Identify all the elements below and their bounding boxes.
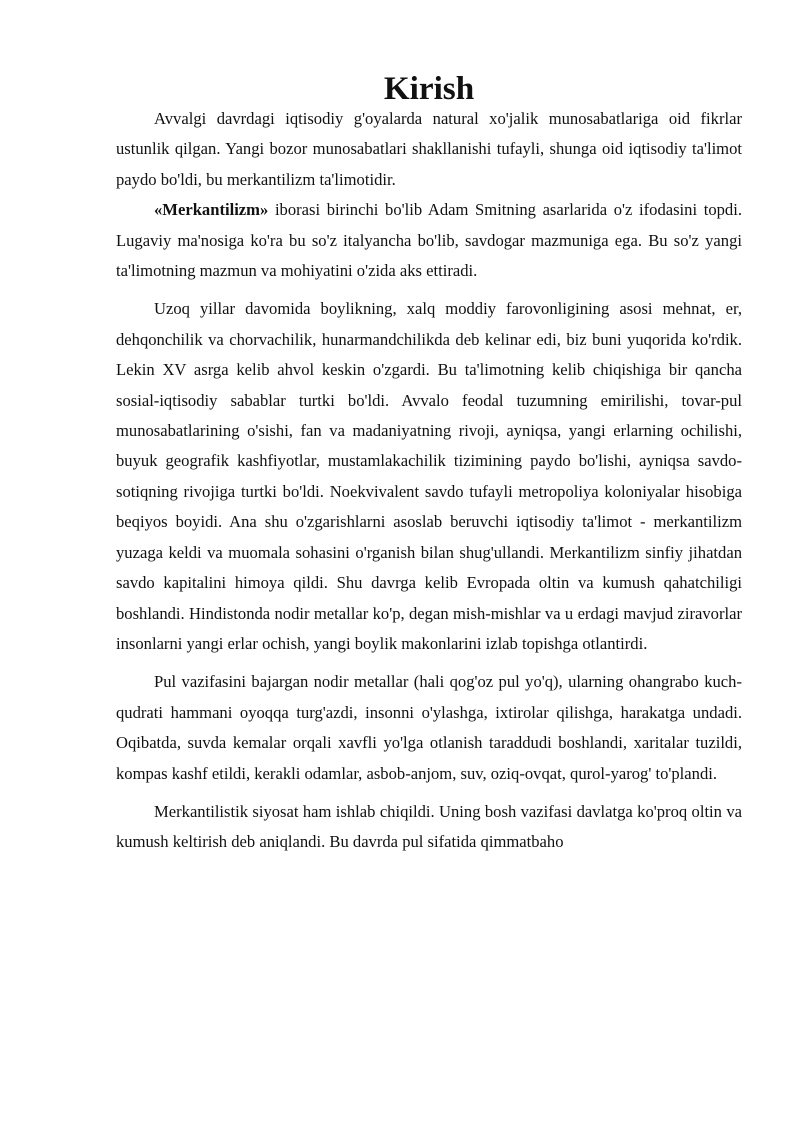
paragraph-origins: Uzoq yillar davomida boylikning, xalq moddiy farovonligining asosi mehnat, er, dehqonchilik va chorvachilik, hunarmandchilikda deb kelinar edi, biz buni yuqorida ko'rdik. Lekin XV asrga kelib ahvol keskin o'zgardi. Bu ta'limotning kelib chiqishiga bir qancha sosial-iqtisodiy sabablar turtki bo'ldi. Avvalo feodal tuzumning emirilishi, tovar-pul munosabatlarining o'sishi, fan va madaniyatning rivoji, ayniqsa, yangi erlarning ochilishi, buyuk geografik kashfiyotlar, mustamlakachilik tizimining paydo bo'lishi, ayniqsa savdo-sotiqning rivojiga turtki bo'ldi. Noekvivalent savdo tufayli metropoliya koloniyalar hisobiga beqiyos boyidi. Ana shu o'zgarishlarni asoslab beruvchi iqtisodiy ta'limot - merkantilizm yuzaga keldi va muomala sohasini o'rganish bilan shug'ullandi. Merkantilizm sinfiy jihatdan savdo kapitalini himoya qildi. Shu davrga kelib Evropada oltin va kumush qahatchiligi boshlandi. Hindistonda nodir metallar ko'p, degan mish-mishlar va u erdagi mavjud ziravorlar insonlarni yangi erlar ochish, yangi boylik makonlarini izlab topishga otlantirdi. — [116, 299, 742, 653]
page-title: Kirish — [383, 70, 475, 107]
paragraph-policy: Merkantilistik siyosat ham ishlab chiqildi. Uning bosh vazifasi davlatga ko'proq oltin va kumush keltirish deb aniqlandi. Bu davrda pul sifatida qimmatbaho — [116, 801, 742, 852]
paragraph-mercantilism-term-text: iborasi birinchi bo'lib Adam Smitning asarlarida o'z ifodasini topdi. Lugaviy ma'nosiga ko'ra bu so'z italyancha bo'lib, savdogar mazmuniga ega. Bu so'z yangi ta'limotning mazmun va mohiyatini o'zida aks ettiradi. — [116, 200, 742, 281]
mercantilism-term: «Merkantilizm» — [154, 200, 269, 220]
document-page — [116, 70, 742, 858]
paragraph-mercantilism-term — [116, 195, 742, 286]
paragraph-intro: Avvalgi davrdagi iqtisodiy g'oyalarda natural xo'jalik munosabatlariga oid fikrlar ustunlik qilgan. Yangi bozor munosabatlari shakllanishi tufayli, shunga oid iqtisodiy ta'limot paydo bo'ldi, bu merkantilizm ta'limotidir. — [116, 109, 742, 189]
paragraph-precious-metals: Pul vazifasini bajargan nodir metallar (hali qog'oz pul yo'q), ularning ohangrabo kuch-qudrati hammani oyoqqa turg'azdi, insonni o'ylashga, ixtirolar qilishga, harakatga undadi. Oqibatda, suvda kemalar orqali xavfli yo'lga otlanish taraddudi boshlandi, xaritalar tuzildi, kompas kashf etildi, kerakli odamlar, asbob-anjom, suv, oziq-ovqat, qurol-yarog' to'plandi. — [116, 672, 742, 783]
